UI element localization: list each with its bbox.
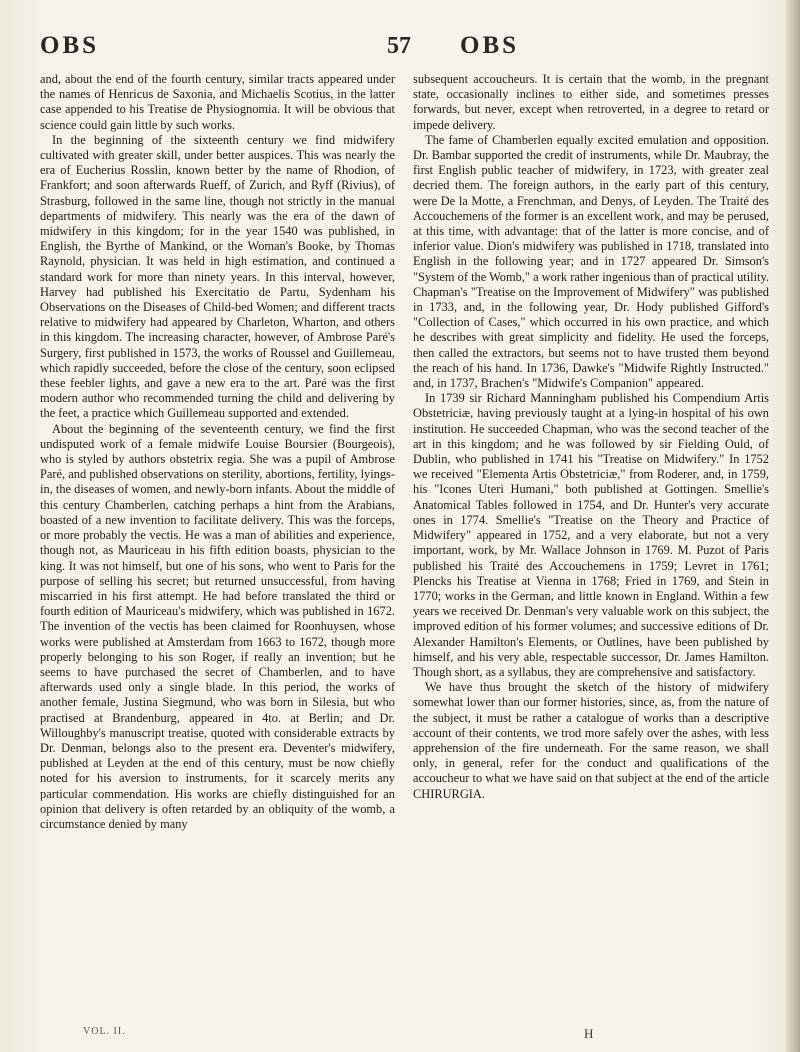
paragraph: We have thus brought the sketch of the history of midwifery somewhat lower than our former histories, since, as, from the nature of the subject, it must be rather a catalogue of works than a descriptive account of their contents, we trod more safely over the ashes, with less apprehension of the fire underneath. For the same reason, we shall only, in general, refer for the conduct and qualifications of the accoucheur to what we have said on that subject at the end of the article CHIRURGIA. — [413, 680, 769, 801]
paragraph: In the beginning of the sixteenth century we find midwifery cultivated with greater skill, under better auspices. This was nearly the era of Eucherius Rosslin, known better by the name of Rhodion, of Frankfort; and soon afterwards Rueff, of Zurich, and Ryff (Rivius), of Strasburg, followed in the same line, though not strictly in the manual departments of midwifery. This nearly was the era of the dawn of midwifery in this kingdom; for in the year 1540 was published, in English, the Byrthe of Mankind, or the Woman's Booke, by Thomas Raynold, physician. It was held in high estimation, and continued a standard work for more than ninety years. In this interval, however, Harvey had published his Exercitatio de Partu, Sydenham his Observations on the Diseases of Child-bed Women; and different tracts relative to midwifery had appeared by Charleton, Wharton, and others in this kingdom. The increasing character, however, of Ambrose Paré's Surgery, first published in 1573, the works of Roussel and Guillemeau, which rapidly succeeded, before the close of the century, soon eclipsed these feebler lights, and gave a new era to the art. Paré was the first modern author who recommended turning the child and delivering by the feet, a practice which Guillemeau supported and extended. — [40, 132, 395, 421]
running-header — [0, 32, 800, 62]
signature-mark: H — [584, 1026, 594, 1041]
paragraph: In 1739 sir Richard Manningham published his Compendium Artis Obstetriciæ, having previously taught at a lying-in hospital of his own institution. He succeeded Chapman, who was the second teacher of the art in this kingdom; and he was followed by sir Fielding Ould, of Dublin, who published in 1741 his "Treatise on Midwifery." In 1752 we received "Elementa Artis Obstetriciæ," from Roderer, and, in 1759, his "Icones Uteri Humani," both published at Gottingen. Smellie's Anatomical Tables followed in 1754, and Dr. Hunter's very accurate ones in 1774. Smellie's "Treatise on the Theory and Practice of Midwifery" appeared in 1752, and a very elaborate, but not a very important, work, by Mr. Wallace Johnson in 1769. M. Puzot of Paris published his Traité des Accouchemens in 1759; Levret in 1761; Plencks his Treatise at Vienna in 1768; Fried in 1769, and Stein in 1770; works in the German, and little known in England. Within a few years we received Dr. Denman's very valuable work on this subject, the improved edition of his former volumes; and successive editions of Dr. Alexander Hamilton's Elements, or Outlines, have been published by himself, and his very able, respectable successor, Dr. James Hamilton. Though short, as a syllabus, they are comprehensive and satisfactory. — [413, 391, 769, 679]
right-text-column — [413, 72, 769, 802]
paragraph: subsequent accoucheurs. It is certain that the womb, in the pregnant state, occasionally inclines to either side, and sometimes presses forwards, but never, except when retroverted, in a degree to retard or impede delivery. — [413, 72, 769, 132]
page-edge-shadow — [786, 0, 800, 1052]
header-left-word: OBS — [40, 32, 100, 59]
paragraph: and, about the end of the fourth century, similar tracts appeared under the names of Henricus de Saxonia, and Michaelis Scotius, in the latter case appended to his Treatise de Physiognomia. It will be obvious that science could gain little by such works. — [40, 72, 395, 132]
page-number: 57 — [387, 33, 411, 59]
paragraph: About the beginning of the seventeenth century, we find the first undisputed work of a female midwife Louise Boursier (Bourgeois), who is styled by authors obstetrix regia. She was a pupil of Ambrose Paré, and published observations on sterility, abortions, fertility, lyings-in, the diseases of women, and newly-born infants. About the middle of this century Chamberlen, catching perhaps a hint from the Arabians, boasted of a new invention to facilitate delivery. This was the forceps, or more probably the vectis. He was a man of abilities and experience, though not, as Mauriceau in his fifth edition boasts, physician to the king. It was not himself, but one of his sons, who went to Paris for the purpose of selling his secret; but returned unsuccessful, from having miscarried in his first attempt. He had before translated the third or fourth edition of Mauriceau's midwifery, which was published in 1672. The invention of the vectis has been claimed for Roonhuysen, whose works were published at Amsterdam from 1663 to 1672, though more properly belonging to his son Roger, if really an invention; but he seems to have purchased the secret of Chamberlen, and to have afterwards used only a single blade. In this period, the works of another female, Justina Siegmund, who was born in Silesia, but who practised at Brandenburg, appeared in 4to. at Berlin; and Dr. Willoughby's manuscript treatise, quoted with considerable extracts by Dr. Denman, belongs also to the present era. Deventer's midwifery, published at Leyden at the end of this century, must be now chiefly noted for his aversion to instruments, for it scarcely merits any particular commendation. His works are chiefly distinguished for an opinion that delivery is often retarded by an obliquity of the womb, a circumstance denied by many — [40, 421, 395, 831]
header-right-word: OBS — [460, 32, 520, 59]
left-text-column — [40, 72, 395, 832]
paragraph: The fame of Chamberlen equally excited emulation and opposition. Dr. Bambar supported the credit of instruments, while Dr. Maubray, the first English public teacher of midwifery, in 1723, with greater zeal decried them. The foreign authors, in the early part of this century, were De la Motte, a Frenchman, and Denys, of Leyden. The Traité des Accouchemens of the former is an excellent work, and may be perused, at this time, with advantage: that of the latter is more concise, and of inferior value. Dion's midwifery was published in 1718, translated into English in the following year; and in 1727 appeared Dr. Simson's "System of the Womb," a work rather ingenious than of practical utility. Chapman's "Treatise on the Improvement of Midwifery" was published in 1733, and, in the following year, Dr. Hody published Gifford's "Collection of Cases," which occurred in his own practice, and which he describes with great simplicity and fidelity. He used the forceps, then called the extractors, but seems not to have trusted them beyond the reach of his hand. In 1736, Dawke's "Midwife Rightly Instructed." and, in 1737, Brachen's "Midwife's Companion" appeared. — [413, 132, 769, 391]
volume-mark: VOL. II. — [83, 1026, 126, 1037]
